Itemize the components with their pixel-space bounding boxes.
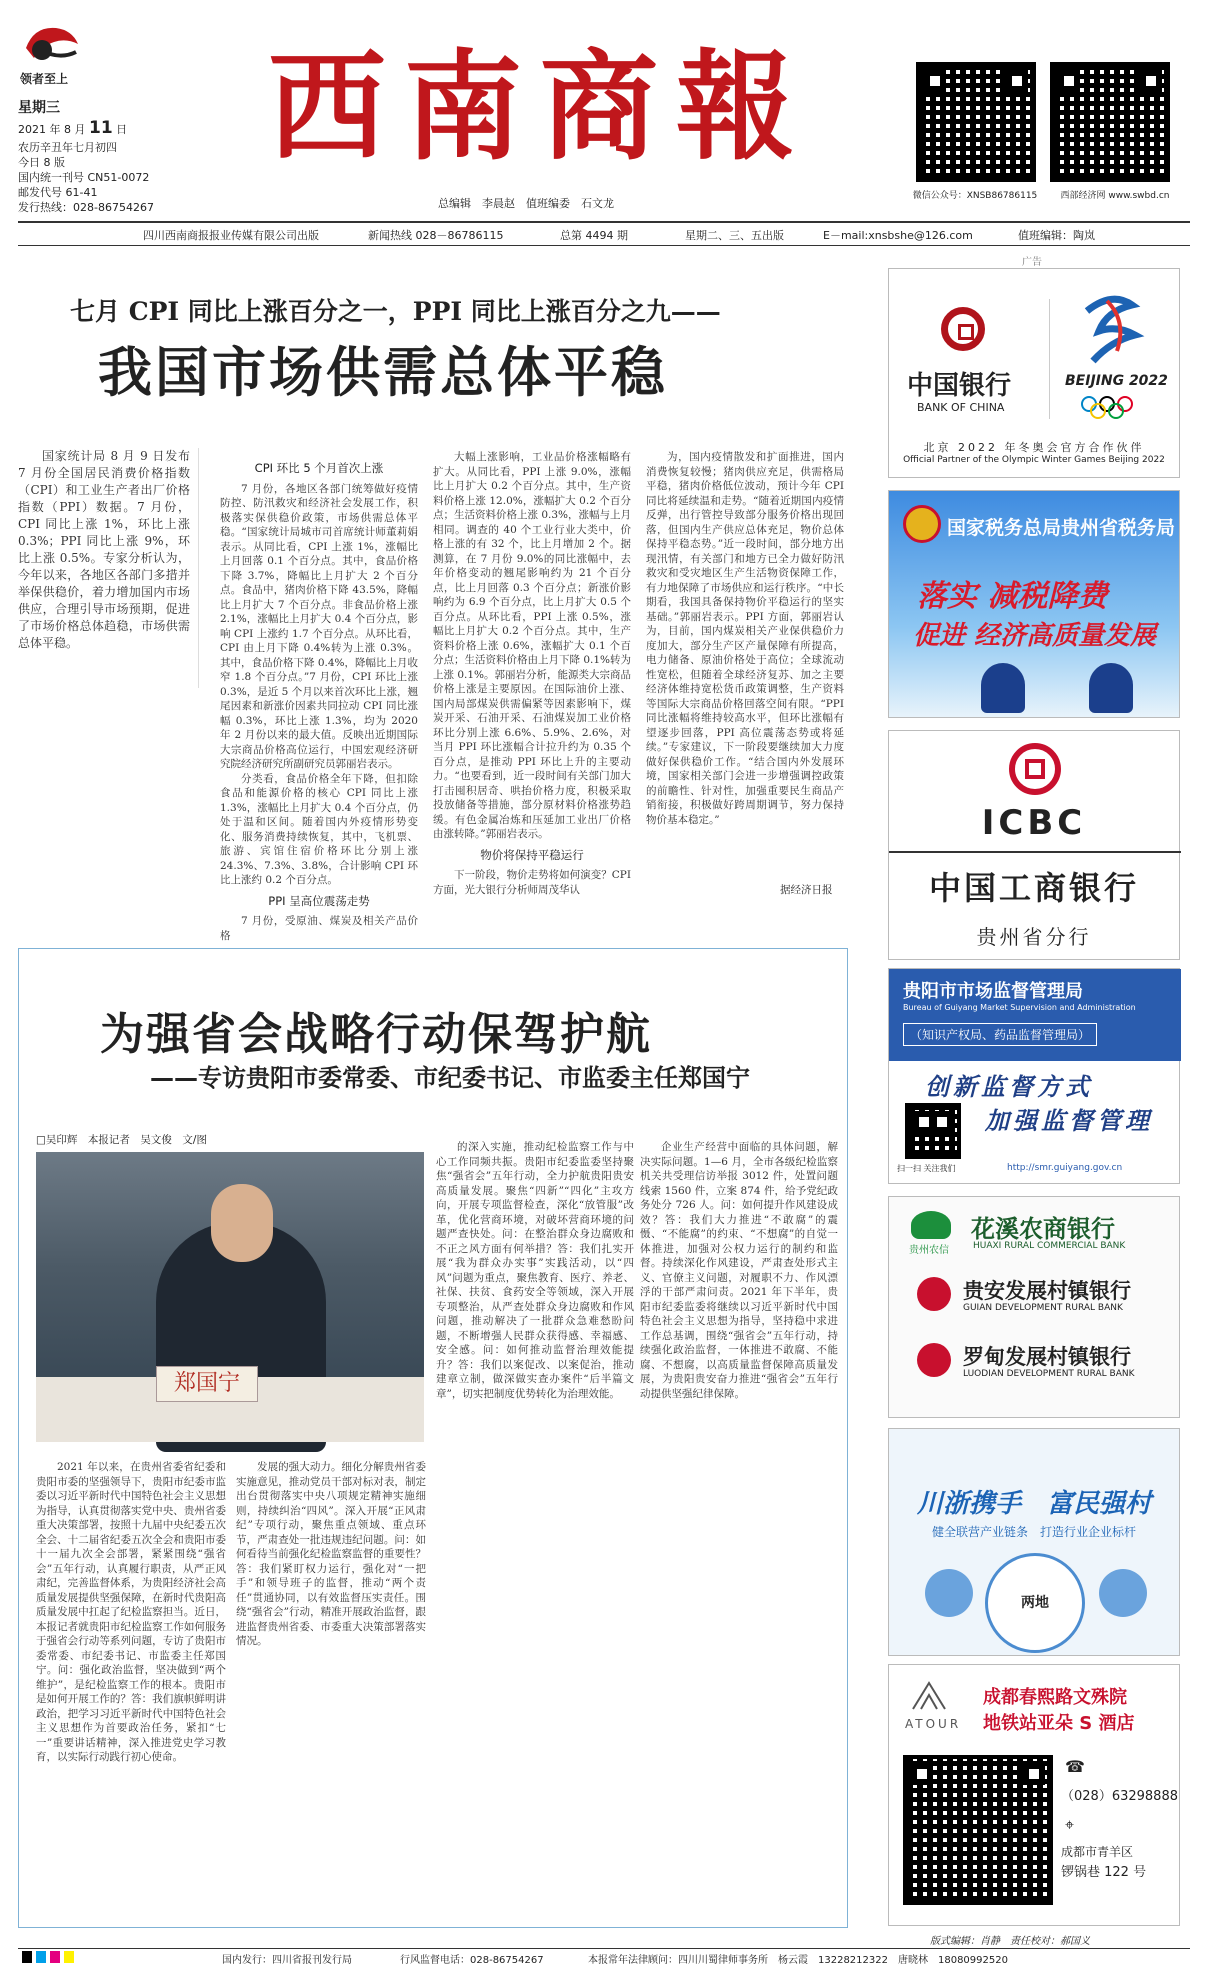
ad-tax-bureau[interactable] xyxy=(888,490,1180,718)
infobar xyxy=(18,227,1190,243)
boc-name-cn: 中国银行 xyxy=(907,371,1012,401)
article1-column-1: CPI 环比 5 个月首次上涨 7 月份，各地区各部门统筹做好疫情防控、防汛救灾和经济社会发展工作，积极落实保供稳价政策，市场供需总体平稳。“国家统计局城市司首席统计师董莉娟表示。从同比看，CPI 上涨 1%，涨幅比上月回落 0.1 个百分点。其中，食品价格下降 3.7%，降幅比上月扩大 2 个百分点。食品中，猪肉价格下降 43.5%，降幅比上月扩大 7 个百分点。非食品价格上涨 2.1%，涨幅比上月扩大 0.4 个百分点，影响 CPI 上涨约 1.7 个百分点。从环比看，CPI 由上月下降 0.4%转为上涨 0.3%。其中，食品价格下降 0.4%，降幅比上月收窄 1.8 个百分点。”7 月份，CPI 环比上涨 0.3%，是近 5 个月以来首次环比上涨，翘尾因素和新涨价因素共同拉动 CPI 同比涨幅 0.3%，环比上涨 1.3%，均为 2020 年 2 月份以来的最大值。反映出近期国际大宗商品价格高位运行，中国宏观经济研究院经济研究所副研究员郭丽岩表示。 分类看，食品价格全年下降，但扣除食品和能源价格的核心 CPI 同比上涨 1.3%，涨幅比上月扩大 0.4 个百分点，仍处于温和区间。随着国内外疫情形势变化、服务消费持续恢复，其中，飞机票、旅游、宾馆住宿价格环比分别上涨 24.3%、7.3%、3.8%，合计影响 CPI 环比上涨约 0.2 个百分点。 PPI 呈高位震荡走势 7 月份，受原油、煤炭及相关产品价格 xyxy=(220,461,419,942)
ld-name-en: LUODIAN DEVELOPMENT RURAL BANK xyxy=(963,1369,1135,1379)
atour-qr-icon[interactable] xyxy=(903,1755,1053,1905)
article1-byline: 据经济日报 xyxy=(780,884,833,896)
tax-slogan-2: 促进 经济高质量发展 xyxy=(913,621,1157,651)
atour-hotel-name-1: 成都春熙路文殊院 xyxy=(983,1687,1127,1708)
article2-column-4: 企业生产经营中面临的具体问题，解决实际问题。1—6 月，全市各级纪检监察机关共受理信访举报 3012 件，处置问题线索 1560 件，立案 874 件，给予党纪政务处分 726 人。问：如何提升作风建设成效？答：我们大力推进“不敢腐”的震慑、“不能腐”的约束、“不想腐”的自觉一体推进，加强对公权力运行的制约和监督。持续深化作风建设，严肃查处形式主义、官僚主义问题，对履职不力、作风漂浮的干部严肃问责。2021 年下半年，贵阳市纪委监委将继续以习近平新时代中国特色社会主义思想为指导，坚持稳中求进工作总基调，围绕“强省会”五年行动，持续强化政治监督，一体推进不敢腐、不能腐、不想腐，以高质量监督保障高质量发展，为贵阳贵安奋力推进“强省会”五年行动提供坚强纪律保障。 xyxy=(640,1141,838,1400)
mkt-slogan-1: 创新监督方式 xyxy=(925,1072,1093,1101)
icbc-logo-icon xyxy=(1009,743,1061,795)
publisher: 四川西南商报报业传媒有限公司出版 xyxy=(143,229,319,242)
cz-center-label: 两地 xyxy=(1021,1595,1049,1611)
article1-headline: 我国市场供需总体平稳 xyxy=(98,341,668,404)
interview-photo xyxy=(36,1152,424,1442)
footer-distribution: 国内发行：四川省报刊发行局 xyxy=(222,1955,352,1966)
phone-icon: ☎ xyxy=(1065,1757,1085,1776)
mkt-url[interactable]: http://smr.guiyang.gov.cn xyxy=(1007,1163,1123,1173)
article1-lead: 国家统计局 8 月 9 日发布 7 月份全国居民消费价格指数（CPI）和工业生产者出厂价格指数（PPI）数据。7 月份，CPI 同比上涨 1%，环比上涨 0.3%；PPI 同比上涨 9%，环比上涨 0.5%。专家分析认为，今年以来，各地区各部门多措并举保供稳价，着力增加国内市场供应，合理引导市场预期，促进了市场价格总体趋稳，市场供需总体平稳。 xyxy=(18,448,199,688)
weekday: 星期三 xyxy=(18,100,60,116)
article2-subtitle: ——专访贵阳市委常委、市纪委书记、市监委主任郑国宁 xyxy=(150,1064,750,1092)
ad-label: 广告 xyxy=(1022,257,1042,268)
distribution-phone: 发行热线：028-86754267 xyxy=(18,201,154,214)
atour-brand: ATOUR xyxy=(905,1717,962,1731)
hx-logo-caption: 贵州农信 xyxy=(909,1245,949,1256)
ld-logo-icon xyxy=(917,1343,951,1377)
hx-logo-icon xyxy=(911,1211,951,1239)
chief-editor: 总编辑 李晨赵 值班编委 石文龙 xyxy=(438,197,614,210)
beijing-2022-emblem-icon xyxy=(1077,291,1147,371)
cz-subslogan: 健全联营产业链条 打造行业企业标杆 xyxy=(931,1525,1136,1539)
ad-bank-of-china[interactable] xyxy=(888,268,1180,478)
boc-divider xyxy=(1049,299,1050,419)
footer-supervision: 行风监督电话：028-86754267 xyxy=(400,1955,544,1966)
website-qr-icon[interactable] xyxy=(1050,62,1170,182)
footer-legal: 本报常年法律顾问：四川川蜀律师事务所 杨云霞 13228212322 唐晓林 18080992520 xyxy=(588,1955,1008,1966)
mkt-title: 贵阳市市场监督管理局 xyxy=(903,981,1083,1002)
ga-name-en: GUIAN DEVELOPMENT RURAL BANK xyxy=(963,1303,1123,1313)
interviewee-head xyxy=(211,1184,273,1262)
issue-number: 总第 4494 期 xyxy=(560,229,628,242)
article1-subhead-2: PPI 呈高位震荡走势 xyxy=(268,893,370,908)
beijing-2022-text: BEIJING 2022 xyxy=(1065,373,1168,389)
ld-name-cn: 罗甸发展村镇银行 xyxy=(963,1345,1131,1369)
ad-market-supervision[interactable] xyxy=(888,968,1180,1184)
atour-phone[interactable]: （028）63298888 xyxy=(1061,1789,1178,1804)
article1-subhead-1: CPI 环比 5 个月首次上涨 xyxy=(254,461,384,475)
mkt-subtitle: （知识产权局、药品监督管理局） xyxy=(903,1023,1097,1046)
mkt-title-en: Bureau of Guiyang Market Supervision and Administration xyxy=(903,1003,1136,1012)
ga-name-cn: 贵安发展村镇银行 xyxy=(963,1279,1131,1303)
article2-headline: 为强省会战略行动保驾护航 xyxy=(100,1009,652,1060)
cz-node-left xyxy=(925,1569,973,1617)
masthead xyxy=(0,0,1210,230)
footer-color-bars xyxy=(22,1951,92,1963)
website-qr-caption: 西部经济网 www.swbd.cn xyxy=(1060,191,1170,201)
article2-column-3: 的深入实施，推动纪检监察工作与中心工作同频共振。贵阳市纪委监委坚持聚焦“强省会”五年行动，全力护航贵阳贵安高质量发展。聚焦“四新”“四化”主攻方向，开展专项监督检查，深化“放管服”改革，优化营商环境，对破坏营商环境的问题严查快处。问：在整治群众身边腐败和不正之风方面有何举措？答：我们扎实开展“我为群众办实事”实践活动，以“四风”问题为重点，聚焦教育、医疗、养老、社保、扶贫、食药安全等领域，深入开展专项整治，从严查处群众身边腐败和作风问题，推动解决了一批群众急难愁盼问题，不断增强人民群众获得感、幸福感、安全感。问：如何推动监督治理效能提升？答：我们以案促改、以案促治，推动建章立制，做深做实查办案件“后半篇文章”，切实把制度优势转化为治理效能。 xyxy=(436,1141,634,1400)
article2-credit: □吴印辉 本报记者 吴文俊 文/图 xyxy=(36,1134,207,1146)
hx-name-en: HUAXI RURAL COMMERCIAL BANK xyxy=(973,1241,1126,1251)
boc-caption-en: Official Partner of the Olympic Winter Games Beijing 2022 xyxy=(903,455,1165,465)
ad-rural-banks[interactable] xyxy=(888,1196,1180,1418)
location-icon: ⌖ xyxy=(1065,1815,1075,1834)
article1-kicker: 七月 CPI 同比上涨百分之一，PPI 同比上涨百分之九—— xyxy=(70,297,721,326)
footer-rule xyxy=(18,1948,1190,1949)
cz-center-circle xyxy=(985,1553,1085,1653)
boc-name-en: BANK OF CHINA xyxy=(917,401,1005,414)
atour-logo-icon xyxy=(909,1679,949,1713)
article2-column-1: 2021 年以来，在贵州省委省纪委和贵阳市委的坚强领导下，贵阳市纪委市监委以习近平新时代中国特色社会主义思想为指导，认真贯彻落实党中央、贵州省委重大决策部署，按照十九届中央纪委五次全会、十二届省纪委五次全会和贵阳市委十一届九次全会部署，紧紧围绕“强省会”五年行动，认真履行职责，从严正风肃纪，完善监督体系，为贵阳经济社会高质量发展提供坚强保障，在新时代贵阳高质量发展中扛起了纪检监察担当。近日，本报记者就贵阳市纪检监察工作如何服务于强省会行动等系列问题，专访了贵阳市委常委、市纪委书记、市监委主任郑国宁。问：强化政治监督，坚决做到“两个维护”，是纪检监察工作的根本。贵阳市是如何开展工作的？答：我们旗帜鲜明讲政治，把学习习近平新时代中国特色社会主义思想作为首要政治任务，紧扣“七一”重要讲话精神，深入推进党史学习教育，以实际行动践行初心使命。 xyxy=(36,1461,226,1763)
newspaper-title: 西南商報 xyxy=(268,37,813,176)
icbc-branch: 贵州省分行 xyxy=(976,925,1092,949)
cn-number: 国内统一刊号 CN51-0072 xyxy=(18,171,150,184)
tax-slogan-1: 落实 减税降费 xyxy=(917,579,1108,614)
tax-mascot-right-icon xyxy=(1089,663,1133,713)
contact-email[interactable]: E－mail:xnsbshe@126.com xyxy=(823,229,973,242)
atour-address-1: 成都市青羊区 xyxy=(1061,1845,1134,1859)
hx-name-cn: 花溪农商银行 xyxy=(971,1215,1115,1243)
boc-caption: 北京 2022 年冬奥会官方合作伙伴 xyxy=(923,441,1145,454)
wechat-qr-icon[interactable] xyxy=(916,62,1036,182)
tax-mascot-left-icon xyxy=(981,663,1025,713)
ad-chuanzhe[interactable] xyxy=(888,1428,1180,1656)
article2-column-2: 发展的强大动力。细化分解贵州省委实施意见，推动党员干部对标对表，制定出台贯彻落实中央八项规定精神实施细则，持续纠治“四风”。深入开展“正风肃纪”专项行动，聚焦重点领域、重点环节，严肃查处一批违规违纪问题。问：如何看待当前强化纪检监察监督的重要性？答：我们紧盯权力运行，强化对“一把手”和领导班子的监督，推动“两个责任”贯通协同，以有效监督压实责任。围绕“强省会”行动，精准开展政治监督，跟进监督贵州省委、市委重大决策部署落实情况。 xyxy=(236,1461,426,1647)
post-code: 邮发代号 61-41 xyxy=(18,186,98,199)
icbc-name-en: ICBC xyxy=(981,803,1087,843)
slogan: 领者至上 xyxy=(20,72,69,86)
mkt-qr-caption: 扫一扫 关注我们 xyxy=(897,1164,956,1173)
issue-date: 2021 年 8 月 11 日 xyxy=(18,118,128,138)
mkt-qr-icon[interactable] xyxy=(905,1103,961,1159)
infobar-top-rule xyxy=(18,221,1190,223)
cz-slogan: 川浙携手 富民强村 xyxy=(916,1489,1151,1519)
ad-icbc[interactable] xyxy=(888,730,1180,960)
page-count: 今日 8 版 xyxy=(18,156,65,169)
icbc-divider xyxy=(889,851,1181,853)
olympic-rings-icon xyxy=(1077,395,1157,419)
publish-days: 星期二、三、五出版 xyxy=(685,229,784,242)
article1-column-2: 大幅上涨影响，工业品价格涨幅略有扩大。从同比看，PPI 上涨 9.0%，涨幅比上月扩大 0.2 个百分点。其中，生产资料价格上涨 12.0%，涨幅扩大 0.2 个百分点；生活资料价格上涨 0.3%，涨幅与上月相同。调查的 40 个工业行业大类中，价格上涨的有 32 个，比上月增加 2 个。据测算，在 7 月份 9.0%的同比涨幅中，去年价格变动的翘尾影响约为 21 个百分点，比上月回落 0.3 个百分点；新涨价影响约为 6.9 个百分点，比上月扩大 0.5 个百分点。从环比看，PPI 上涨 0.5%，涨幅比上月扩大 0.2 个百分点。其中，生产资料价格上涨 0.6%，涨幅扩大 0.1 个百分点；生活资料价格由上月下降 0.1%转为上涨 0.1%。郭丽岩分析，能源类大宗商品价格上涨是主要原因。在国际油价上涨、国内局部煤炭供需偏紧等因素影响下，煤炭开采、石油开采、石油煤炭加工业价格环比分别上涨 6.6%、5.9%、2.6%，对当月 PPI 环比涨幅合计拉升约为 0.35 个百分点，是推动 PPI 环比上升的主要动力。“也要看到，近一段时间有关部门加大打击囤积居奇、哄抬价格力度，积极采取投放储备等措施，部分原材料价格涨势趋缓。有色金属冶炼和压延加工业出厂价格由涨转降。”郭丽岩表示。 物价将保持平稳运行 下一阶段，物价走势将如何演变？CPI 方面，光大银行分析师周茂华认 xyxy=(433,451,632,896)
article1-column-3: 为，国内疫情散发和扩面推进，国内消费恢复较慢；猪肉供应充足，供需格局平稳，猪肉价格低位波动，预计今年 CPI 同比将延续温和走势。“随着近期国内疫情反弹，出行管控导致部分服务价格出现回落，但国内生产供应总体充足，物价总体保持平稳态势。”近一段时间，部分地方出现汛情，有关部门和地方已全力做好防汛救灾和受灾地区生产生活物资保障工作，有力地保障了市场供应和运行秩序。“中长期看，我国具备保持物价平稳运行的坚实基础。”郭丽岩表示。PPI 方面，郭丽岩认为，目前，国内煤炭相关产业保供稳价力度加大，部分生产区产量保障有所提高，电力储备、原油价格处于高位；全球流动性宽松，但随着全球经济复苏、加之主要经济体维持宽松货币政策调整，生产资料等国际大宗商品价格回落空间有限。“PPI 同比涨幅将维持较高水平，但环比涨幅有望逐步回落，PPI 高位震荡态势或将延续。”专家建议，下一阶段要继续加大力度做好保供稳价工作。“结合国内外发展环境，国家相关部门会进一步增强调控政策的前瞻性、针对性，加强重要民生商品产销衔接，积极做好跨周期调节，努力保持物价基本稳定。” xyxy=(646,451,844,826)
boc-logo-icon xyxy=(941,307,985,351)
atour-address-2: 锣锅巷 122 号 xyxy=(1061,1865,1147,1880)
infobar-bottom-rule xyxy=(18,245,1190,246)
article1-subhead-3: 物价将保持平稳运行 xyxy=(480,847,584,862)
news-hotline: 新闻热线 028－86786115 xyxy=(368,229,504,242)
lunar-date: 农历辛丑年七月初四 xyxy=(18,141,117,154)
wechat-qr-caption: 微信公众号：XNSB86786115 xyxy=(912,191,1038,201)
ga-logo-icon xyxy=(917,1277,951,1311)
layout-credit: 版式编辑：肖静 责任校对：郝国义 xyxy=(930,1936,1090,1947)
tax-emblem-icon xyxy=(903,505,941,543)
logo-mark-icon xyxy=(20,18,84,68)
tax-title: 国家税务总局贵州省税务局 xyxy=(947,517,1176,539)
cz-node-right xyxy=(1099,1569,1147,1617)
ad-atour-hotel[interactable] xyxy=(888,1664,1180,1926)
duty-editor: 值班编辑：陶岚 xyxy=(1018,229,1095,242)
nameplate: 郑国宁 xyxy=(156,1366,258,1402)
atour-hotel-name-2: 地铁站亚朵 S 酒店 xyxy=(983,1713,1135,1734)
icbc-name-cn: 中国工商银行 xyxy=(928,869,1139,907)
mkt-slogan-2: 加强监督管理 xyxy=(985,1106,1153,1135)
